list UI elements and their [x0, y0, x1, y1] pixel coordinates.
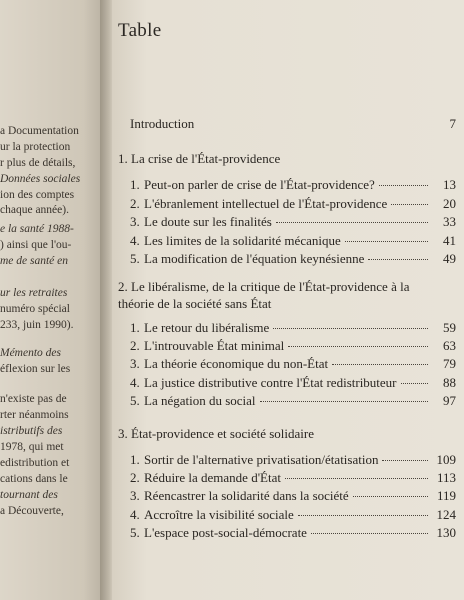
dot-leader — [311, 533, 428, 534]
toc-page-number: 124 — [436, 507, 456, 522]
toc-page-number: 13 — [443, 177, 456, 192]
left-page-line: 1978, qui met — [0, 441, 64, 453]
left-page-line: edistribution et — [0, 457, 70, 469]
toc-entry-label: La modification de l'équation keynésienne — [144, 251, 365, 266]
left-page-line: me de santé en — [0, 255, 69, 267]
left-page — [0, 0, 104, 600]
toc-entry-label: Peut-on parler de crise de l'État-providence? — [144, 177, 375, 192]
toc-entry-number: 1. — [130, 320, 140, 335]
toc-page-number: 109 — [436, 452, 456, 467]
toc-entry-number: 5. — [130, 251, 140, 266]
toc-entry-label: Les limites de la solidarité mécanique — [144, 233, 341, 248]
toc-page-number: 63 — [443, 338, 456, 353]
section-heading: 2. Le libéralisme, de la critique de l'État-providence à la théorie de la société sans État — [118, 279, 410, 311]
toc-entry-number: 2. — [130, 470, 140, 485]
left-page-line: Données sociales — [0, 173, 81, 185]
toc-page-number: 59 — [443, 320, 456, 335]
toc-entry-number: 4. — [130, 233, 140, 248]
toc-entry — [130, 452, 456, 468]
dot-leader — [345, 241, 428, 242]
toc-page-number: 33 — [443, 214, 456, 229]
left-page-line: cations dans le — [0, 473, 68, 485]
toc-entry-label: Le retour du libéralisme — [144, 320, 270, 335]
toc-entry-number: 1. — [130, 452, 140, 467]
dot-leader — [368, 259, 428, 260]
dot-leader — [285, 478, 428, 479]
left-page-line: ion des comptes — [0, 189, 75, 201]
page-title: Table — [118, 20, 162, 41]
toc-page-number: 130 — [436, 525, 456, 540]
left-page-line: tournant des — [0, 489, 58, 501]
toc-entry-number: 3. — [130, 488, 140, 503]
left-page-line: éflexion sur les — [0, 363, 71, 375]
toc-page-number: 88 — [443, 375, 456, 390]
toc-entry-number: 1. — [130, 177, 140, 192]
dot-leader — [273, 328, 428, 329]
dot-leader — [276, 222, 428, 223]
left-page-line: ur la protection — [0, 141, 71, 153]
left-page-line: a Documentation — [0, 125, 79, 137]
toc-entry-label: L'espace post-social-démocrate — [144, 525, 307, 540]
section-heading: 1. La crise de l'État-providence — [118, 151, 281, 166]
dot-leader — [332, 364, 428, 365]
toc-entry — [130, 320, 456, 336]
toc-page-number: 113 — [436, 470, 456, 485]
toc-entry-label: La négation du social — [144, 393, 256, 408]
toc-entry-label: Le doute sur les finalités — [144, 214, 272, 229]
toc-entry — [130, 375, 456, 391]
toc-entry — [130, 214, 456, 230]
dot-leader — [260, 401, 428, 402]
toc-entry — [130, 525, 456, 541]
toc-entry — [130, 393, 456, 409]
toc-entry — [130, 488, 456, 504]
left-page-line: e la santé 1988- — [0, 223, 74, 235]
toc-page-number: 7 — [449, 116, 456, 131]
toc-entry-number: 5. — [130, 393, 140, 408]
toc-entry-label: Réencastrer la solidarité dans la société — [144, 488, 349, 503]
toc-page-number: 97 — [443, 393, 456, 408]
toc-entry — [130, 356, 456, 372]
toc-entry-label: Sortir de l'alternative privatisation/étatisation — [144, 452, 379, 467]
dot-leader — [382, 460, 428, 461]
left-page-line: numéro spécial — [0, 303, 70, 315]
toc-entry — [130, 177, 456, 193]
toc-entry — [130, 196, 456, 212]
toc-entry-label: Accroître la visibilité sociale — [144, 507, 294, 522]
toc-entry-label: Introduction — [130, 116, 195, 131]
left-page-line: chaque année). — [0, 204, 69, 216]
toc-entry-label: La théorie économique du non-État — [144, 356, 329, 371]
toc-entry-label: L'introuvable État minimal — [144, 338, 285, 353]
left-page-line: istributifs des — [0, 425, 63, 437]
toc-entry — [130, 251, 456, 267]
toc-entry-number: 4. — [130, 507, 140, 522]
toc-page-number: 41 — [443, 233, 456, 248]
toc-entry — [130, 338, 456, 354]
left-page-line: rter néanmoins — [0, 409, 69, 421]
toc-entry — [130, 470, 456, 486]
toc-entry-number: 2. — [130, 196, 140, 211]
toc-entry-number: 2. — [130, 338, 140, 353]
dot-leader — [391, 204, 428, 205]
left-page-line: ) ainsi que l'ou- — [0, 239, 72, 251]
toc-entry-number: 3. — [130, 356, 140, 371]
dot-leader — [298, 515, 428, 516]
dot-leader — [401, 383, 428, 384]
dot-leader — [353, 496, 428, 497]
toc-entry-label: L'ébranlement intellectuel de l'État-providence — [144, 196, 388, 211]
toc-entry-number: 5. — [130, 525, 140, 540]
toc-page-number: 20 — [443, 196, 456, 211]
toc-entry — [130, 233, 456, 249]
toc-entry-number: 3. — [130, 214, 140, 229]
left-page-line: 233, juin 1990). — [0, 319, 74, 331]
left-page-line: a Découverte, — [0, 505, 64, 517]
toc-page-number: 79 — [443, 356, 456, 371]
toc-entry — [130, 507, 456, 523]
toc-entry-label: Réduire la demande d'État — [144, 470, 281, 485]
toc-entry-number: 4. — [130, 375, 140, 390]
dot-leader — [288, 346, 428, 347]
toc-page-number: 49 — [443, 251, 456, 266]
left-page-line: r plus de détails, — [0, 157, 76, 169]
left-page-line: Mémento des — [0, 347, 61, 359]
dot-leader — [379, 185, 428, 186]
left-page-line: n'existe pas de — [0, 393, 67, 405]
left-page-line: ur les retraites — [0, 287, 68, 299]
toc-page-number: 119 — [436, 488, 456, 503]
toc-entry-label: La justice distributive contre l'État redistributeur — [144, 375, 397, 390]
section-heading: 3. État-providence et société solidaire — [118, 426, 315, 441]
toc-entry-introduction — [130, 116, 456, 132]
